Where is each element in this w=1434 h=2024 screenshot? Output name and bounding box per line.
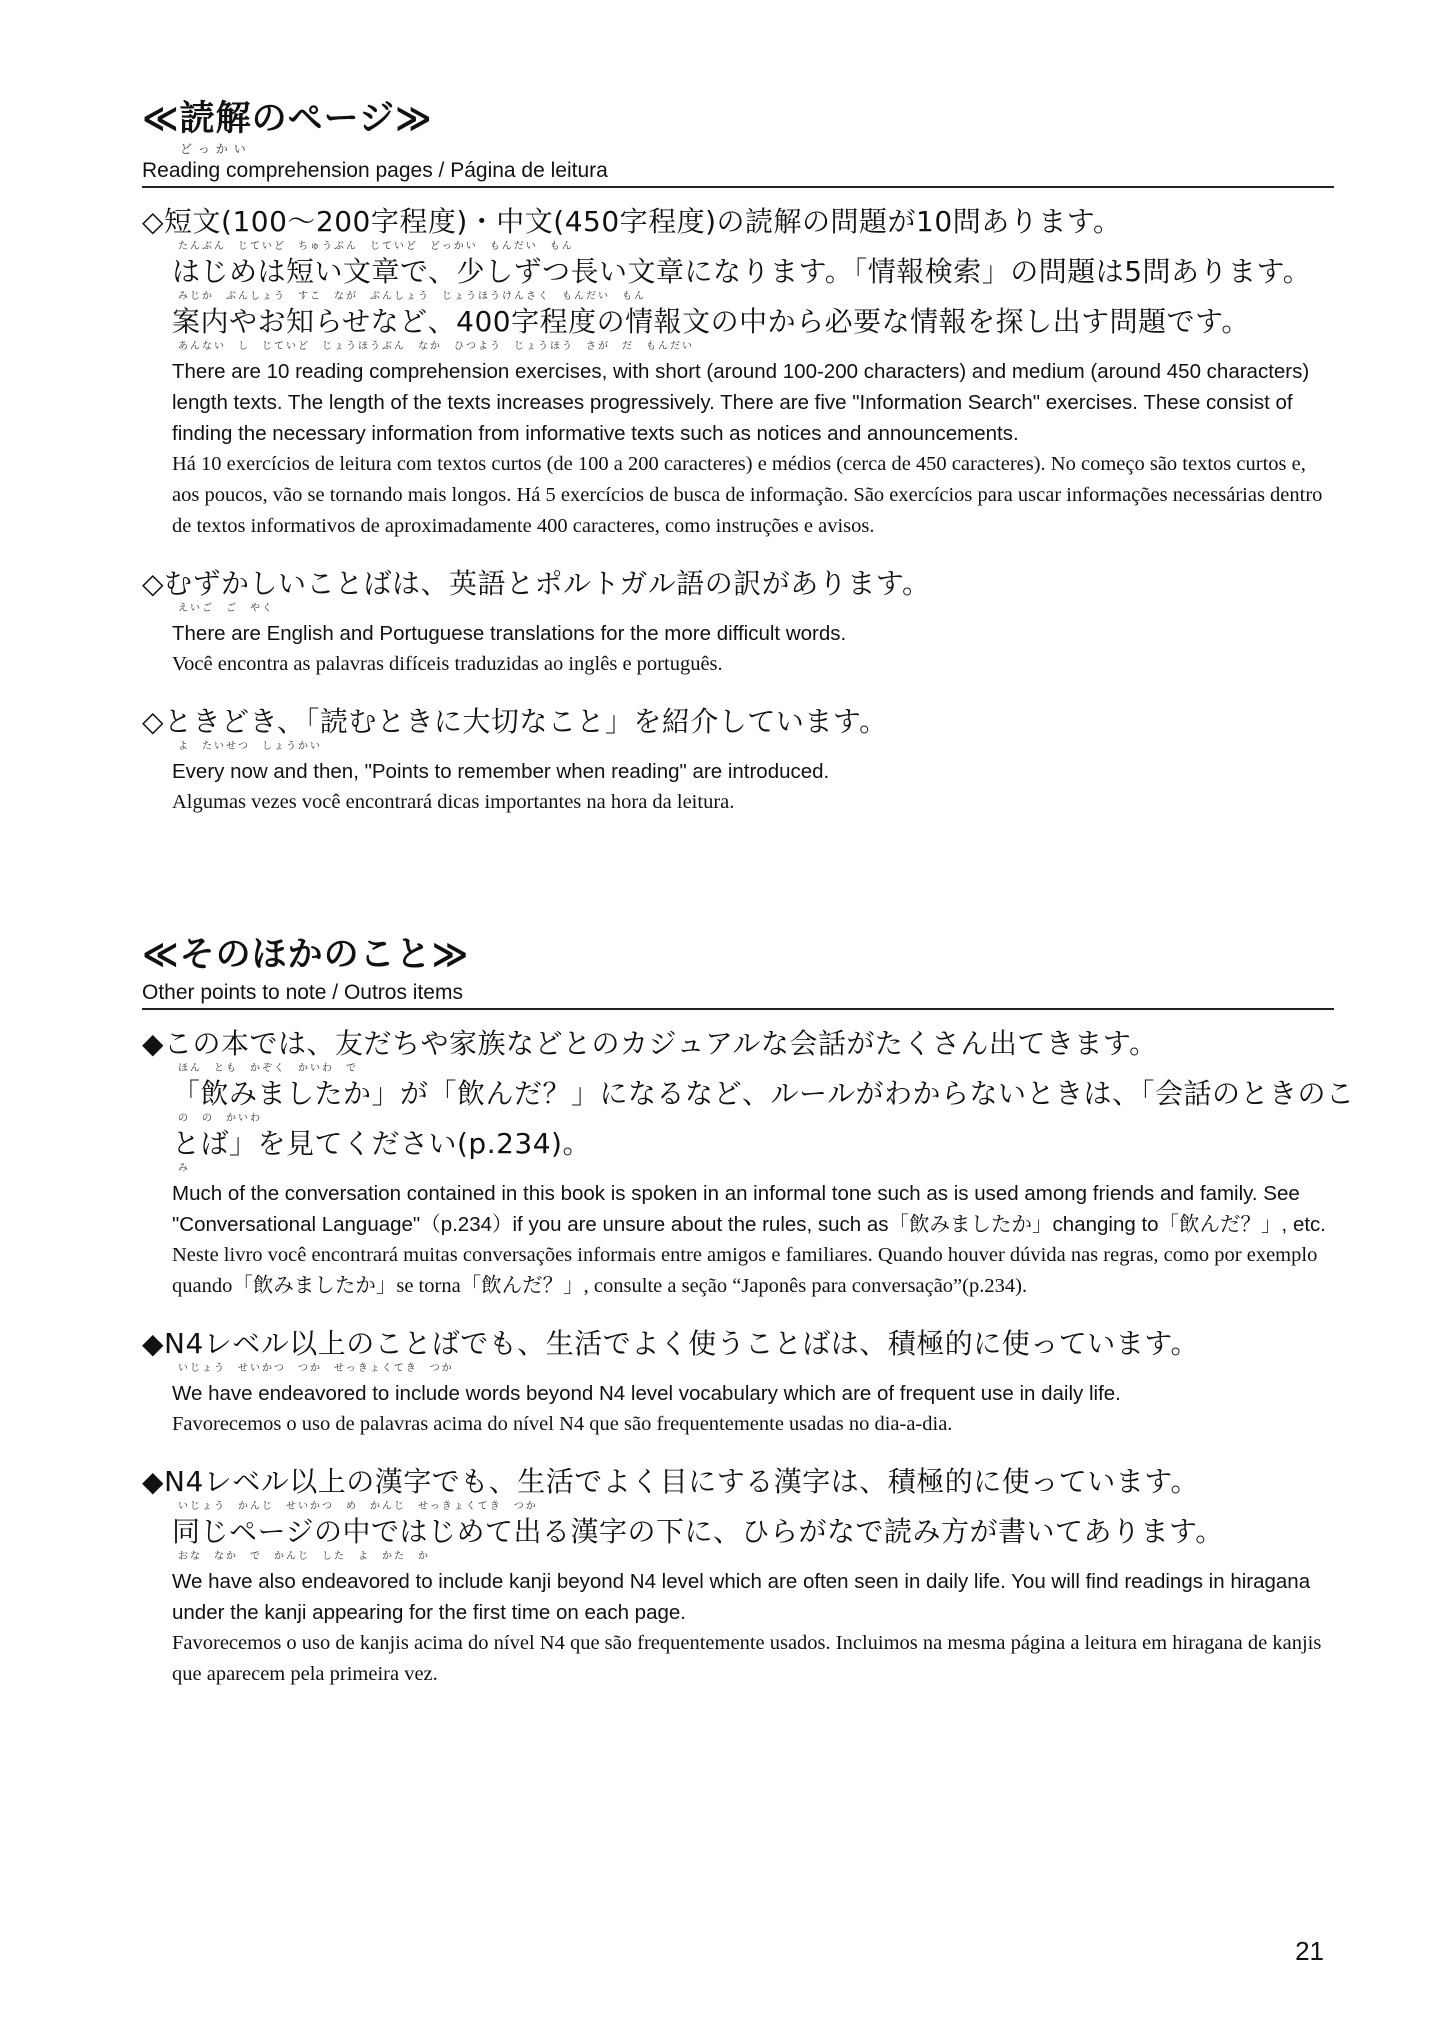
ja-line: ◆N4レベル以上のことばでも、生活でよく使うことばは、積極的に使っています。 — [142, 1327, 1200, 1360]
section-spacer — [142, 842, 1334, 932]
note-block — [142, 566, 1334, 680]
english-text: We have also endeavored to include kanji beyond N4 level which are often seen in daily life. You will find readings in hiragana under the kanji appearing for the first time on each page. — [172, 1570, 1311, 1624]
ja-line: 同じページの中ではじめて出る漢字の下に、ひらがなで読み方が書いてあります。 — [172, 1515, 1224, 1548]
note-block — [142, 704, 1334, 818]
ruby-line: えいご ご やく — [178, 603, 274, 614]
ruby-line: たんぶん じていど ちゅうぶん じていど どっかい もんだい もん — [178, 241, 574, 252]
portuguese-text: Favorecemos o uso de kanjis acima do nível N4 que são frequentemente usados. Incluimos na mesma página a leitura em hiragana de kanjis que aparecem pela primeira vez. — [172, 1632, 1322, 1685]
note-block — [142, 1026, 1355, 1302]
portuguese-text: Há 10 exercícios de leitura com textos curtos (de 100 a 200 caracteres) e médios (cerca de 450 caracteres). No começo são textos curtos e, aos poucos, vão se tornando mais longos. Há 5 exercícios de busca de informação. São exercícios para uscar informações necessárias dentro de textos informativos de aproximadamente 400 caracteres, como instruções e avisos. — [172, 453, 1323, 537]
note-block — [142, 1326, 1334, 1440]
page-content — [142, 96, 1355, 1714]
ruby-line: よ たいせつ しょうかい — [178, 741, 322, 752]
section-subtitle: Other points to note / Outros items — [142, 978, 1334, 1010]
section-title-ruby: どっかい — [180, 142, 252, 156]
section-subtitle: Reading comprehension pages / Página de leitura — [142, 156, 1334, 188]
page-number: 21 — [1295, 1936, 1324, 1966]
section-other — [142, 932, 1355, 1690]
portuguese-text: Algumas vezes você encontrará dicas importantes na hora da leitura. — [172, 791, 735, 813]
ruby-line: み — [178, 1163, 190, 1174]
ja-line: ◇むずかしいことばは、英語とポルトガル語の訳があります。 — [142, 567, 931, 600]
english-text: There are 10 reading comprehension exercises, with short (around 100-200 characters) and medium (around 450 characters) length texts. The length of the texts increases progressively. There are five "Information Search" exercises. These consist of finding the necessary information from informative texts such as notices and announcements. — [172, 360, 1310, 445]
ruby-line: いじょう かんじ せいかつ め かんじ せっきょくてき つか — [178, 1501, 538, 1512]
ja-line: 「飲みましたか」が「飲んだ？」になるなど、ルールがわからないときは、「会話のときのこ — [172, 1077, 1355, 1110]
english-text: There are English and Portuguese translations for the more difficult words. — [172, 622, 847, 645]
portuguese-text: Favorecemos o uso de palavras acima do nível N4 que são frequentemente usadas no dia-a-dia. — [172, 1413, 953, 1435]
ja-line: ◆N4レベル以上の漢字でも、生活でよく目にする漢字は、積極的に使っています。 — [142, 1465, 1200, 1498]
portuguese-text: Neste livro você encontrará muitas conversações informais entre amigos e familiares. Quando houver dúvida nas regras, como por exemplo quando「飲みましたか」se torna「飲んだ？」, consulte a seção “Japonês para conversação”(p.234). — [172, 1244, 1318, 1297]
ruby-line: おな なか で かんじ した よ かた か — [178, 1551, 430, 1562]
ja-line: ◇短文(100〜200字程度)・中文(450字程度)の読解の問題が10問あります。 — [142, 205, 1122, 238]
note-block — [142, 204, 1334, 542]
section-reading — [142, 96, 1334, 818]
portuguese-text: Você encontra as palavras difíceis traduzidas ao inglês e português. — [172, 653, 723, 675]
english-text: We have endeavored to include words beyond N4 level vocabulary which are of frequent use in daily life. — [172, 1382, 1121, 1405]
ruby-line: の の かいわ — [178, 1113, 262, 1124]
ruby-line: みじか ぶんしょう すこ なが ぶんしょう じょうほうけんさく もんだい もん — [178, 291, 646, 302]
english-text: Much of the conversation contained in this book is spoken in an informal tone such as is used among friends and family. See "Conversational Language"（p.234）if you are unsure about the rules, such as「飲みましたか」changing to「飲んだ？」, etc. — [172, 1182, 1326, 1236]
section-title: ≪そのほかのこと≫ — [142, 935, 470, 975]
ruby-line: あんない し じていど じょうほうぶん なか ひつよう じょうほう さが だ もんだい — [178, 341, 694, 352]
note-block — [142, 1464, 1334, 1690]
ruby-line: いじょう せいかつ つか せっきょくてき つか — [178, 1363, 454, 1374]
ja-line: 案内やお知らせなど、400字程度の情報文の中から必要な情報を探し出す問題です。 — [172, 305, 1250, 338]
english-text: Every now and then, "Points to remember when reading" are introduced. — [172, 760, 830, 783]
ja-line: とば」を見てください(p.234)。 — [172, 1127, 591, 1160]
ja-line: ◇ときどき、「読むときに大切なこと」を紹介しています。 — [142, 705, 888, 738]
ja-line: ◆この本では、友だちや家族などとのカジュアルな会話がたくさん出てきます。 — [142, 1027, 1158, 1060]
ja-line: はじめは短い文章で、少しずつ長い文章になります。「情報検索」の問題は5問あります。 — [172, 255, 1312, 288]
section-title: ≪読解のページ≫ — [142, 99, 433, 139]
ruby-line: ほん とも かぞく かいわ で — [178, 1063, 358, 1074]
